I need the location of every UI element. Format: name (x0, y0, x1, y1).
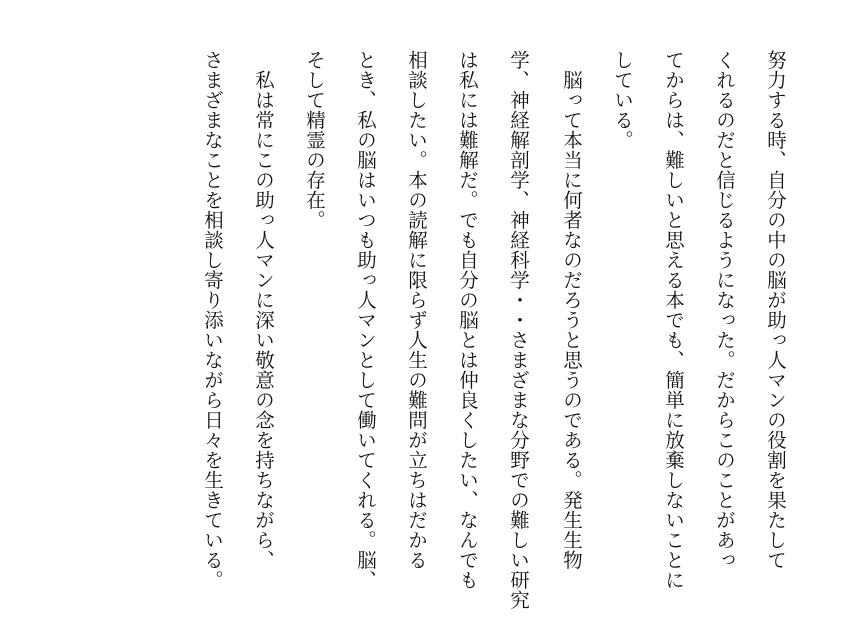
text-line-12: さまざまなことを相談し寄り添いながら日々を生きている。 (201, 50, 224, 590)
text-line-11: 私は常にこの助っ人マンに深い敬意の念を持ちながら、 (252, 50, 275, 570)
text-line-10: そして精霊の存在。 (303, 50, 326, 230)
text-line-8: 相談したい。本の読解に限らず人生の難問が立ちはだかる (405, 50, 428, 570)
text-line-7: は私には難解だ。でも自分の脳とは仲良くしたい、なんでも (456, 50, 479, 590)
text-line-2: くれるのだと信じるようになった。だからこのことがあっ (713, 50, 736, 570)
text-line-4: している。 (611, 50, 634, 150)
text-line-5: 脳って本当に何者なのだろうと思うのである。発生生物 (560, 50, 583, 570)
text-line-6: 学、神経解剖学、神経科学・・さまざまな分野での難しい研究 (507, 50, 530, 610)
text-line-3: てからは、難しいと思える本でも、簡単に放棄しないことに (662, 50, 685, 590)
text-line-9: とき、私の脳はいつも助っ人マンとして働いてくれる。脳、 (354, 50, 377, 590)
text-line-1: 努力する時、自分の中の脳が助っ人マンの役割を果たして (764, 50, 787, 570)
